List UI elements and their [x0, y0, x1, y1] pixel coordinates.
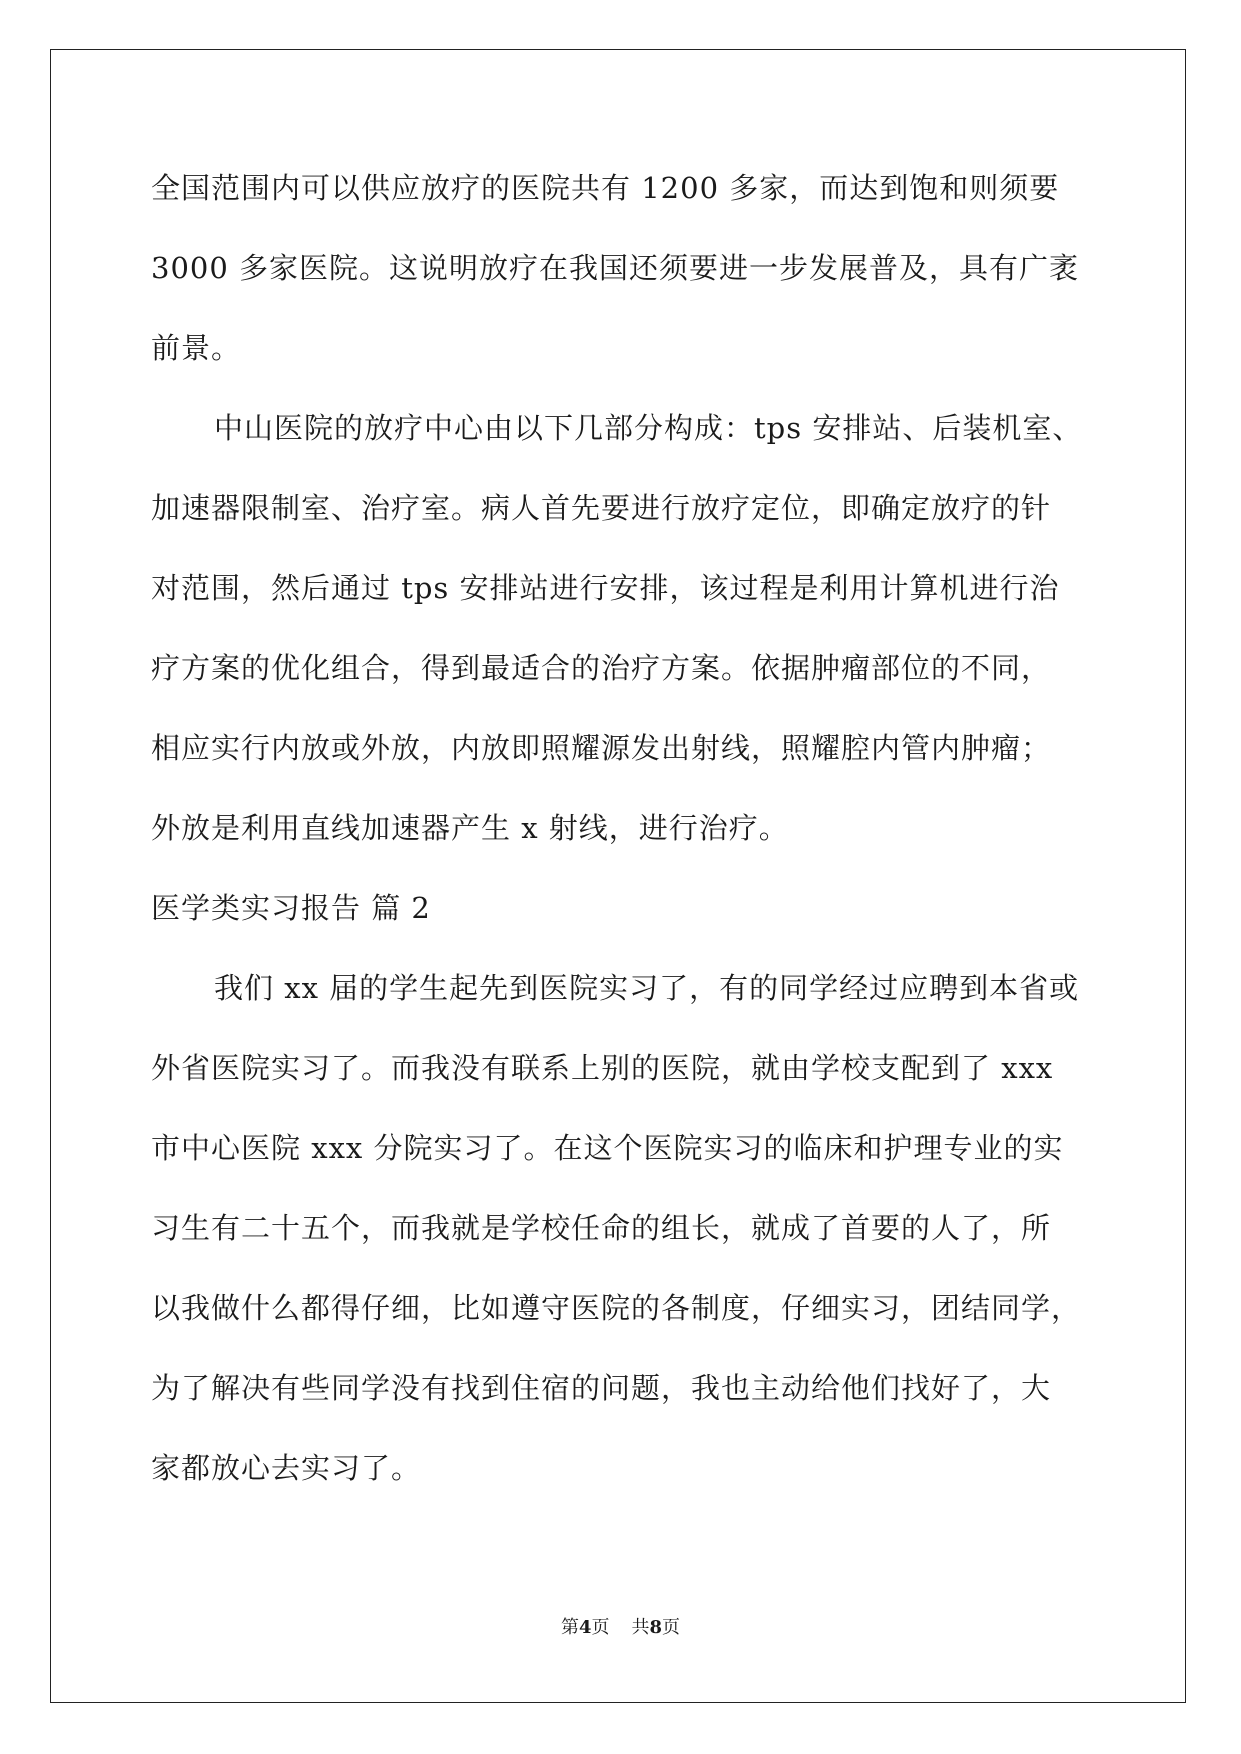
paragraph-1-line-3: 前景。: [151, 331, 242, 365]
footer-total-prefix: 共: [631, 1617, 650, 1638]
paragraph-2-line-2: 加速器限制室、治疗室。病人首先要进行放疗定位，即确定放疗的针: [151, 491, 1052, 525]
footer-total-pages: 8: [649, 1617, 663, 1638]
section-heading: 医学类实习报告 篇 2: [151, 891, 431, 925]
paragraph-1-line-2: 3000 多家医院。这说明放疗在我国还须要进一步发展普及，具有广袤: [151, 251, 1080, 285]
paragraph-3-line-6: 为了解决有些同学没有找到住宿的问题，我也主动给他们找好了，大: [151, 1371, 1052, 1405]
page-footer: [0, 1617, 1241, 1639]
paragraph-2-line-1: 中山医院的放疗中心由以下几部分构成：tps 安排站、后装机室、: [214, 411, 1083, 445]
paragraph-3-line-1: 我们 xx 届的学生起先到医院实习了，有的同学经过应聘到本省或: [214, 971, 1080, 1005]
paragraph-2-line-6: 外放是利用直线加速器产生 x 射线，进行治疗。: [151, 811, 789, 845]
paragraph-2-line-4: 疗方案的优化组合，得到最适合的治疗方案。依据肿瘤部位的不同，: [151, 651, 1052, 685]
paragraph-2-line-5: 相应实行内放或外放，内放即照耀源发出射线，照耀腔内管内肿瘤；: [151, 731, 1052, 765]
footer-page-prefix: 第: [560, 1617, 579, 1638]
footer-page-number: 4: [578, 1617, 592, 1638]
paragraph-3-line-3: 市中心医院 xxx 分院实习了。在这个医院实习的临床和护理专业的实: [151, 1131, 1064, 1165]
paragraph-3-line-7: 家都放心去实习了。: [151, 1451, 422, 1485]
paragraph-1-line-1: 全国范围内可以供应放疗的医院共有 1200 多家，而达到饱和则须要: [151, 171, 1060, 205]
paragraph-3-line-5: 以我做什么都得仔细，比如遵守医院的各制度，仔细实习，团结同学，: [151, 1291, 1082, 1325]
paragraph-3-line-2: 外省医院实习了。而我没有联系上别的医院，就由学校支配到了 xxx: [151, 1051, 1054, 1085]
paragraph-2-line-3: 对范围，然后通过 tps 安排站进行安排，该过程是利用计算机进行治: [151, 571, 1060, 605]
footer-total-suffix: 页: [662, 1617, 681, 1638]
footer-page-suffix: 页: [591, 1617, 610, 1638]
paragraph-3-line-4: 习生有二十五个，而我就是学校任命的组长，就成了首要的人了，所: [151, 1211, 1052, 1245]
